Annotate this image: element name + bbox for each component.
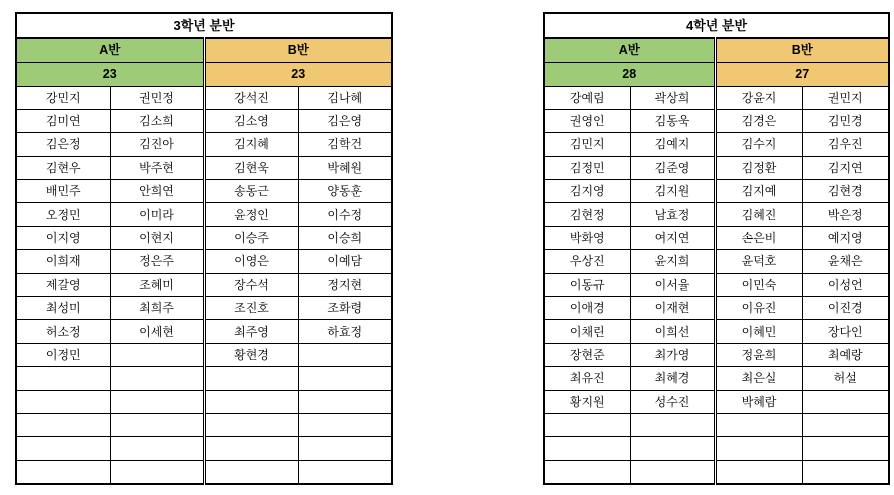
empty-cell bbox=[16, 460, 110, 483]
student-name-cell: 박혜람 bbox=[715, 390, 802, 413]
student-row bbox=[16, 343, 392, 366]
grade4-class-b-header: B반 bbox=[715, 38, 889, 62]
class-count-row bbox=[544, 62, 889, 86]
empty-cell bbox=[110, 437, 204, 460]
student-name-cell: 권영인 bbox=[544, 109, 630, 132]
student-name-cell: 박혜원 bbox=[298, 156, 392, 179]
empty-cell bbox=[715, 413, 802, 436]
student-row bbox=[544, 226, 889, 249]
student-row bbox=[544, 109, 889, 132]
student-row bbox=[544, 203, 889, 226]
empty-cell bbox=[544, 437, 630, 460]
student-name-cell: 김지혜 bbox=[204, 133, 298, 156]
student-name-cell: 김정환 bbox=[715, 156, 802, 179]
student-name-cell: 최희주 bbox=[110, 297, 204, 320]
student-name-cell: 최유진 bbox=[544, 367, 630, 390]
student-name-cell: 이승주 bbox=[204, 226, 298, 249]
empty-cell bbox=[298, 367, 392, 390]
student-name-cell: 허소정 bbox=[16, 320, 110, 343]
empty-cell bbox=[802, 460, 889, 483]
student-name-cell: 김나혜 bbox=[298, 86, 392, 109]
student-name-cell: 이희선 bbox=[630, 320, 715, 343]
empty-cell bbox=[298, 460, 392, 483]
empty-cell bbox=[204, 390, 298, 413]
student-row bbox=[544, 367, 889, 390]
empty-cell bbox=[802, 413, 889, 436]
student-name-cell: 이서율 bbox=[630, 273, 715, 296]
empty-cell bbox=[630, 460, 715, 483]
student-name-cell: 장수석 bbox=[204, 273, 298, 296]
student-row bbox=[16, 203, 392, 226]
empty-cell bbox=[204, 413, 298, 436]
empty-cell bbox=[204, 367, 298, 390]
student-name-cell: 이성언 bbox=[802, 273, 889, 296]
student-name-cell: 여지연 bbox=[630, 226, 715, 249]
student-name-cell: 이승희 bbox=[298, 226, 392, 249]
student-name-cell: 오정민 bbox=[16, 203, 110, 226]
grade3-class-b-count: 23 bbox=[204, 62, 392, 86]
empty-cell bbox=[16, 437, 110, 460]
student-name-cell: 황현경 bbox=[204, 343, 298, 366]
student-name-cell: 김민지 bbox=[544, 133, 630, 156]
student-name-cell: 김미연 bbox=[16, 109, 110, 132]
student-name-cell: 최가영 bbox=[630, 343, 715, 366]
empty-cell bbox=[204, 437, 298, 460]
student-name-cell: 송동근 bbox=[204, 180, 298, 203]
empty-cell bbox=[544, 460, 630, 483]
empty-cell bbox=[16, 390, 110, 413]
student-name-cell: 김우진 bbox=[802, 133, 889, 156]
student-name-cell: 이현지 bbox=[110, 226, 204, 249]
student-name-cell: 이채린 bbox=[544, 320, 630, 343]
student-name-cell: 하효정 bbox=[298, 320, 392, 343]
student-row bbox=[544, 297, 889, 320]
student-name-cell: 김현정 bbox=[544, 203, 630, 226]
student-row bbox=[544, 320, 889, 343]
student-name-cell: 정윤희 bbox=[715, 343, 802, 366]
student-name-cell: 성수진 bbox=[630, 390, 715, 413]
student-name-cell: 김수지 bbox=[715, 133, 802, 156]
student-name-cell: 김준영 bbox=[630, 156, 715, 179]
student-name-cell: 이동규 bbox=[544, 273, 630, 296]
student-name-cell: 장다인 bbox=[802, 320, 889, 343]
student-row bbox=[16, 156, 392, 179]
student-name-cell: 김지원 bbox=[630, 180, 715, 203]
student-row bbox=[544, 180, 889, 203]
student-name-cell: 이정민 bbox=[16, 343, 110, 366]
student-name-cell: 조화령 bbox=[298, 297, 392, 320]
student-name-cell: 안희연 bbox=[110, 180, 204, 203]
student-name-cell: 강윤지 bbox=[715, 86, 802, 109]
student-row bbox=[16, 109, 392, 132]
table-title-row bbox=[544, 13, 889, 38]
student-name-cell: 김예지 bbox=[630, 133, 715, 156]
student-name-cell: 장현준 bbox=[544, 343, 630, 366]
student-name-cell: 김현욱 bbox=[204, 156, 298, 179]
student-name-cell: 권민정 bbox=[110, 86, 204, 109]
student-row bbox=[16, 133, 392, 156]
grade3-table-title: 3학년 분반 bbox=[16, 13, 392, 38]
class-header-row bbox=[544, 38, 889, 62]
student-name-cell: 김정민 bbox=[544, 156, 630, 179]
student-name-cell: 강민지 bbox=[16, 86, 110, 109]
student-name-cell: 김동욱 bbox=[630, 109, 715, 132]
student-name-cell: 황지원 bbox=[544, 390, 630, 413]
student-name-cell: 조진호 bbox=[204, 297, 298, 320]
student-name-cell: 강예림 bbox=[544, 86, 630, 109]
empty-cell bbox=[630, 413, 715, 436]
student-name-cell: 이민숙 bbox=[715, 273, 802, 296]
student-name-cell: 김소영 bbox=[204, 109, 298, 132]
empty-cell bbox=[110, 413, 204, 436]
student-row bbox=[544, 413, 889, 436]
grade3-class-a-header: A반 bbox=[16, 38, 204, 62]
student-name-cell: 윤채은 bbox=[802, 250, 889, 273]
student-row bbox=[16, 367, 392, 390]
student-row bbox=[16, 320, 392, 343]
student-name-cell: 허설 bbox=[802, 367, 889, 390]
student-name-cell: 이희재 bbox=[16, 250, 110, 273]
student-name-cell: 예지영 bbox=[802, 226, 889, 249]
student-name-cell: 배민주 bbox=[16, 180, 110, 203]
student-row bbox=[544, 133, 889, 156]
student-name-cell: 김현경 bbox=[802, 180, 889, 203]
student-name-cell: 김지연 bbox=[802, 156, 889, 179]
student-name-cell: 곽상희 bbox=[630, 86, 715, 109]
student-name-cell: 김지영 bbox=[544, 180, 630, 203]
student-name-cell: 김현우 bbox=[16, 156, 110, 179]
grade4-class-b-count: 27 bbox=[715, 62, 889, 86]
student-row bbox=[544, 156, 889, 179]
empty-cell bbox=[204, 460, 298, 483]
student-row bbox=[16, 413, 392, 436]
table-title-row bbox=[16, 13, 392, 38]
student-name-cell: 김혜진 bbox=[715, 203, 802, 226]
student-row bbox=[16, 437, 392, 460]
student-row bbox=[544, 273, 889, 296]
student-name-cell: 윤지희 bbox=[630, 250, 715, 273]
student-name-cell: 강석진 bbox=[204, 86, 298, 109]
student-name-cell: 이지영 bbox=[16, 226, 110, 249]
student-row bbox=[544, 390, 889, 413]
student-row bbox=[544, 343, 889, 366]
student-row bbox=[16, 250, 392, 273]
student-name-cell: 김경은 bbox=[715, 109, 802, 132]
empty-cell bbox=[110, 390, 204, 413]
student-name-cell: 최성미 bbox=[16, 297, 110, 320]
student-name-cell: 정은주 bbox=[110, 250, 204, 273]
student-name-cell: 윤정인 bbox=[204, 203, 298, 226]
grade4-table-title: 4학년 분반 bbox=[544, 13, 889, 38]
empty-cell bbox=[802, 437, 889, 460]
empty-cell bbox=[16, 367, 110, 390]
class-count-row bbox=[16, 62, 392, 86]
empty-cell bbox=[110, 367, 204, 390]
grade3-student-rows bbox=[16, 86, 392, 484]
student-name-cell: 박주현 bbox=[110, 156, 204, 179]
empty-cell bbox=[110, 460, 204, 483]
student-name-cell: 박화영 bbox=[544, 226, 630, 249]
student-name-cell: 이영은 bbox=[204, 250, 298, 273]
grade4-class-a-header: A반 bbox=[544, 38, 715, 62]
student-name-cell: 이예담 bbox=[298, 250, 392, 273]
student-name-cell: 남효정 bbox=[630, 203, 715, 226]
student-row bbox=[544, 460, 889, 483]
empty-cell bbox=[630, 437, 715, 460]
student-name-cell: 윤덕호 bbox=[715, 250, 802, 273]
student-name-cell: 김은정 bbox=[16, 133, 110, 156]
grade3-class-b-header: B반 bbox=[204, 38, 392, 62]
empty-cell bbox=[16, 413, 110, 436]
student-name-cell: 손은비 bbox=[715, 226, 802, 249]
student-name-cell: 최은실 bbox=[715, 367, 802, 390]
student-row bbox=[16, 273, 392, 296]
student-name-cell: 이수정 bbox=[298, 203, 392, 226]
empty-cell bbox=[544, 413, 630, 436]
student-row bbox=[544, 437, 889, 460]
student-row bbox=[16, 180, 392, 203]
student-row bbox=[16, 297, 392, 320]
student-name-cell: 이유진 bbox=[715, 297, 802, 320]
student-row bbox=[544, 86, 889, 109]
student-name-cell: 이진경 bbox=[802, 297, 889, 320]
student-name-cell: 이세현 bbox=[110, 320, 204, 343]
empty-cell bbox=[110, 343, 204, 366]
empty-cell bbox=[298, 437, 392, 460]
empty-cell bbox=[298, 413, 392, 436]
grade3-roster-table bbox=[15, 12, 393, 485]
student-name-cell: 최예랑 bbox=[802, 343, 889, 366]
student-name-cell: 정지현 bbox=[298, 273, 392, 296]
student-name-cell: 김소희 bbox=[110, 109, 204, 132]
student-name-cell: 우상진 bbox=[544, 250, 630, 273]
student-name-cell: 이혜민 bbox=[715, 320, 802, 343]
empty-cell bbox=[298, 390, 392, 413]
student-name-cell: 김지예 bbox=[715, 180, 802, 203]
grade4-student-rows bbox=[544, 86, 889, 484]
student-name-cell: 김은영 bbox=[298, 109, 392, 132]
grade4-class-a-count: 28 bbox=[544, 62, 715, 86]
student-name-cell: 이재현 bbox=[630, 297, 715, 320]
student-name-cell: 김학건 bbox=[298, 133, 392, 156]
student-row bbox=[16, 460, 392, 483]
empty-cell bbox=[802, 390, 889, 413]
student-row bbox=[16, 86, 392, 109]
student-row bbox=[544, 250, 889, 273]
student-row bbox=[16, 390, 392, 413]
student-name-cell: 김진아 bbox=[110, 133, 204, 156]
student-name-cell: 조혜미 bbox=[110, 273, 204, 296]
student-name-cell: 양동훈 bbox=[298, 180, 392, 203]
student-name-cell: 박은정 bbox=[802, 203, 889, 226]
student-name-cell: 최혜경 bbox=[630, 367, 715, 390]
grade3-class-a-count: 23 bbox=[16, 62, 204, 86]
grade4-roster-table bbox=[543, 12, 890, 485]
student-name-cell: 제갈영 bbox=[16, 273, 110, 296]
student-name-cell: 이애경 bbox=[544, 297, 630, 320]
empty-cell bbox=[298, 343, 392, 366]
student-name-cell: 권민지 bbox=[802, 86, 889, 109]
empty-cell bbox=[715, 460, 802, 483]
empty-cell bbox=[715, 437, 802, 460]
student-row bbox=[16, 226, 392, 249]
student-name-cell: 최주영 bbox=[204, 320, 298, 343]
student-name-cell: 김민경 bbox=[802, 109, 889, 132]
student-name-cell: 이미라 bbox=[110, 203, 204, 226]
class-header-row bbox=[16, 38, 392, 62]
